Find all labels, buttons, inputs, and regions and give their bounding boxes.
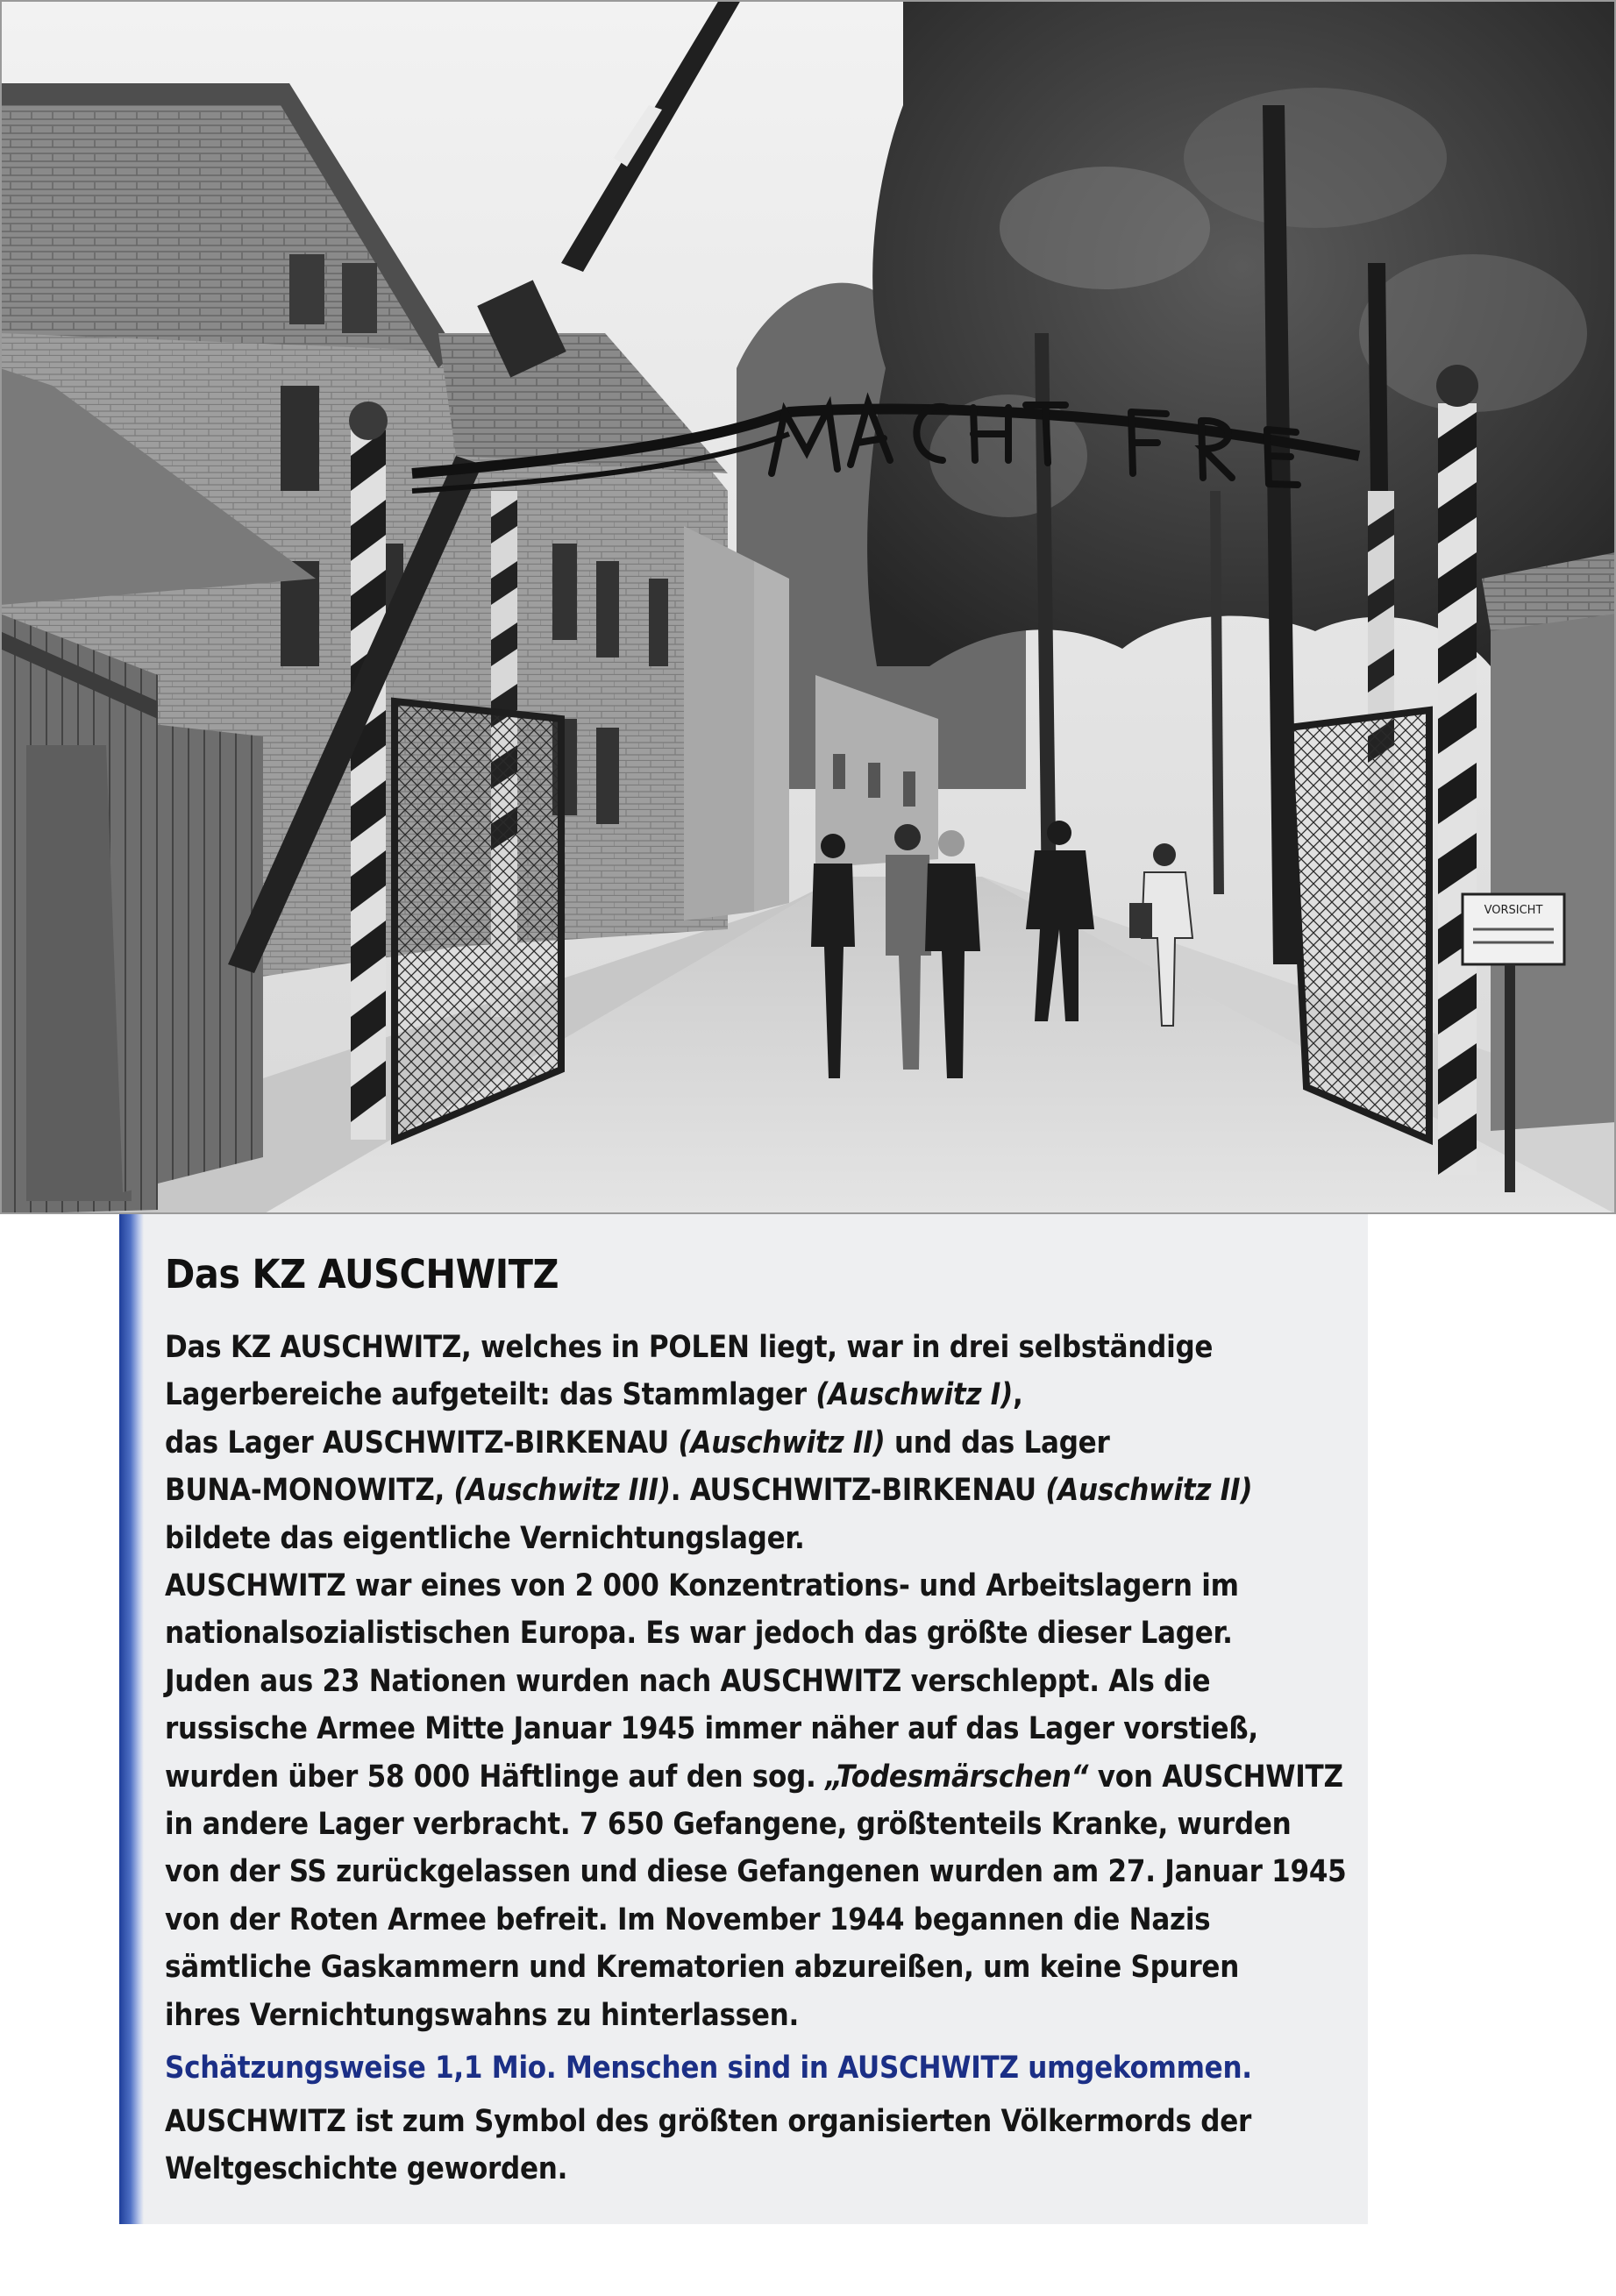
- article-panel: [119, 1214, 1368, 2224]
- body-line-6: AUSCHWITZ war eines von 2 000 Konzentrations- und Arbeitslagern im: [165, 1568, 1239, 1604]
- article-title: Das KZ AUSCHWITZ: [165, 1251, 559, 1297]
- body-line-1: Das KZ AUSCHWITZ, welches in POLEN liegt, war in drei selbständige: [165, 1330, 1214, 1365]
- body-line-12: von der SS zurückgelassen und diese Gefangenen wurden am 27. Januar 1945: [165, 1854, 1347, 1890]
- body-line-4: BUNA-MONOWITZ, (Auschwitz III). AUSCHWITZ-BIRKENAU (Auschwitz II): [165, 1473, 1253, 1509]
- closing-line-2: Weltgeschichte geworden.: [165, 2150, 568, 2186]
- warning-sign-text: VORSICHT: [1484, 904, 1543, 917]
- body-line-3: das Lager AUSCHWITZ-BIRKENAU (Auschwitz II) und das Lager: [165, 1425, 1110, 1461]
- body-line-13: von der Roten Armee befreit. Im November 1944 begannen die Nazis: [165, 1901, 1211, 1937]
- body-line-11: in andere Lager verbracht. 7 650 Gefangene, größtenteils Kranke, wurden: [165, 1807, 1292, 1843]
- body-line-14: sämtliche Gaskammern und Krematorien abzureißen, um keine Spuren: [165, 1950, 1240, 1986]
- closing-line-1: AUSCHWITZ ist zum Symbol des größten organisierten Völkermords der: [165, 2103, 1252, 2139]
- body-line-2: Lagerbereiche aufgeteilt: das Stammlager (Auschwitz I),: [165, 1377, 1023, 1413]
- body-line-5: bildete das eigentliche Vernichtungslager.: [165, 1520, 805, 1556]
- accent-bar: [119, 1214, 144, 2224]
- body-line-10: wurden über 58 000 Häftlinge auf den sog. „Todesmärschen“ von AUSCHWITZ: [165, 1759, 1343, 1795]
- article-body: [165, 1324, 1349, 2193]
- body-line-8: Juden aus 23 Nationen wurden nach AUSCHWITZ verschleppt. Als die: [165, 1663, 1211, 1699]
- body-line-15: ihres Vernichtungswahns zu hinterlassen.: [165, 1997, 800, 2033]
- article-content: [165, 1251, 1349, 2193]
- body-line-9: russische Armee Mitte Januar 1945 immer näher auf das Lager vorstieß,: [165, 1711, 1258, 1747]
- highlight-line: Schätzungsweise 1,1 Mio. Menschen sind in AUSCHWITZ umgekommen.: [165, 2051, 1252, 2086]
- body-line-7: nationalsozialistischen Europa. Es war jedoch das größte dieser Lager.: [165, 1616, 1233, 1652]
